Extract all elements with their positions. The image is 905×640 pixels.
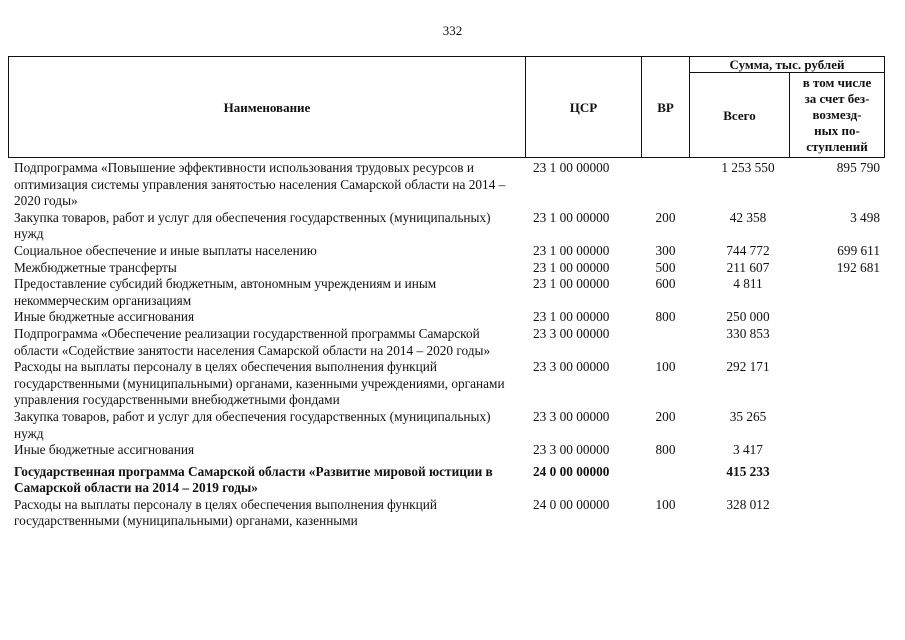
row-total: 3 417 (733, 442, 763, 458)
row-csr: 24 0 00 00000 (533, 463, 610, 479)
row-free: 895 790 (836, 160, 880, 175)
header-incl-free: в том числе за счет без- возмезд- ных по- ступлений (802, 75, 872, 154)
table-row (14, 210, 894, 243)
row-free: 699 611 (837, 242, 880, 258)
row-vr: 200 (655, 209, 676, 225)
row-total: 744 772 (726, 242, 770, 258)
table-row (14, 276, 894, 309)
header-sum: Сумма, тыс. рублей (729, 57, 845, 72)
row-total: 328 012 (726, 496, 770, 512)
row-vr: 800 (655, 309, 676, 325)
row-name: Расходы на выплаты персоналу в целях обеспечения выполнения функций государственными (муниципальными) органами, казенными учреждениями, органами управления государственными внебюджетными фондами (14, 359, 505, 408)
row-total: 211 607 (726, 259, 770, 275)
row-name: Межбюджетные трансферты (14, 259, 177, 275)
row-total: 330 853 (726, 325, 770, 341)
row-csr: 23 1 00 00000 (533, 276, 610, 292)
row-free: 192 681 (836, 259, 880, 275)
row-vr: 500 (655, 259, 676, 275)
row-total: 1 253 550 (721, 160, 775, 175)
header-right-border (884, 56, 885, 158)
table-row (14, 409, 894, 442)
row-csr: 23 1 00 00000 (533, 209, 610, 225)
row-total: 42 358 (729, 209, 767, 225)
header-name: Наименование (223, 99, 311, 115)
row-vr (638, 160, 693, 210)
row-name: Закупка товаров, работ и услуг для обеспечения государственных (муниципальных) нужд (14, 408, 491, 441)
row-free (803, 497, 888, 530)
row-free (803, 442, 888, 459)
row-free (803, 464, 888, 497)
row-free (803, 359, 888, 409)
table-row (14, 359, 894, 409)
row-vr (638, 464, 693, 497)
row-csr: 23 3 00 00000 (533, 408, 610, 424)
table-row (14, 497, 894, 530)
table-row (14, 464, 894, 497)
row-name: Подпрограмма «Повышение эффективности использования трудовых ресурсов и оптимизация системы управления занятостью населения Самарской области на 2014 – 2020 годы» (14, 160, 506, 209)
table-row (14, 309, 894, 326)
row-name: Иные бюджетные ассигнования (14, 309, 195, 325)
row-vr: 600 (655, 276, 676, 292)
row-csr: 23 1 00 00000 (533, 309, 610, 325)
header-vr: ВР (657, 99, 674, 115)
row-vr: 800 (655, 442, 676, 458)
row-free (803, 326, 888, 359)
row-csr: 23 1 00 00000 (533, 160, 610, 175)
row-csr: 23 3 00 00000 (533, 359, 610, 375)
row-name: Закупка товаров, работ и услуг для обеспечения государственных (муниципальных) нужд (14, 209, 491, 242)
row-name: Государственная программа Самарской области «Развитие мировой юстиции в Самарской области на 2014 – 2019 годы» (14, 463, 493, 496)
row-csr: 23 1 00 00000 (533, 259, 610, 275)
row-total: 35 265 (729, 408, 767, 424)
row-vr (638, 326, 693, 359)
table-body (14, 160, 894, 530)
row-total: 292 171 (726, 359, 770, 375)
table-row (14, 326, 894, 359)
row-total: 250 000 (726, 309, 770, 325)
row-free (803, 276, 888, 309)
row-free (803, 409, 888, 442)
row-free: 3 498 (850, 209, 880, 225)
row-csr: 23 3 00 00000 (533, 325, 610, 341)
page-number: 332 (442, 23, 463, 38)
table-row (14, 260, 894, 277)
row-name: Подпрограмма «Обеспечение реализации государственной программы Самарской области «Содействие занятости населения Самарской области на 2014 – 2020 годы» (14, 325, 491, 358)
row-vr: 300 (655, 242, 676, 258)
row-vr: 100 (655, 496, 676, 512)
row-total: 4 811 (733, 276, 763, 292)
header-bottom-border (8, 157, 884, 158)
row-name: Социальное обеспечение и иные выплаты населению (14, 242, 317, 258)
table-row (14, 243, 894, 260)
header-total: Всего (723, 107, 756, 123)
row-vr: 200 (655, 408, 676, 424)
row-csr: 23 1 00 00000 (533, 242, 610, 258)
row-vr: 100 (655, 359, 676, 375)
row-total: 415 233 (726, 463, 770, 479)
row-name: Расходы на выплаты персоналу в целях обеспечения выполнения функций государственными (муниципальными) органами, казенными (14, 496, 437, 529)
row-csr: 23 3 00 00000 (533, 442, 610, 458)
row-csr: 24 0 00 00000 (533, 496, 610, 512)
header-csr: ЦСР (569, 99, 598, 115)
row-name: Иные бюджетные ассигнования (14, 442, 195, 458)
row-name: Предоставление субсидий бюджетным, автономным учреждениям и иным некоммерческим организациям (14, 276, 437, 308)
row-free (803, 309, 888, 326)
table-row (14, 442, 894, 459)
table-row (14, 160, 894, 210)
